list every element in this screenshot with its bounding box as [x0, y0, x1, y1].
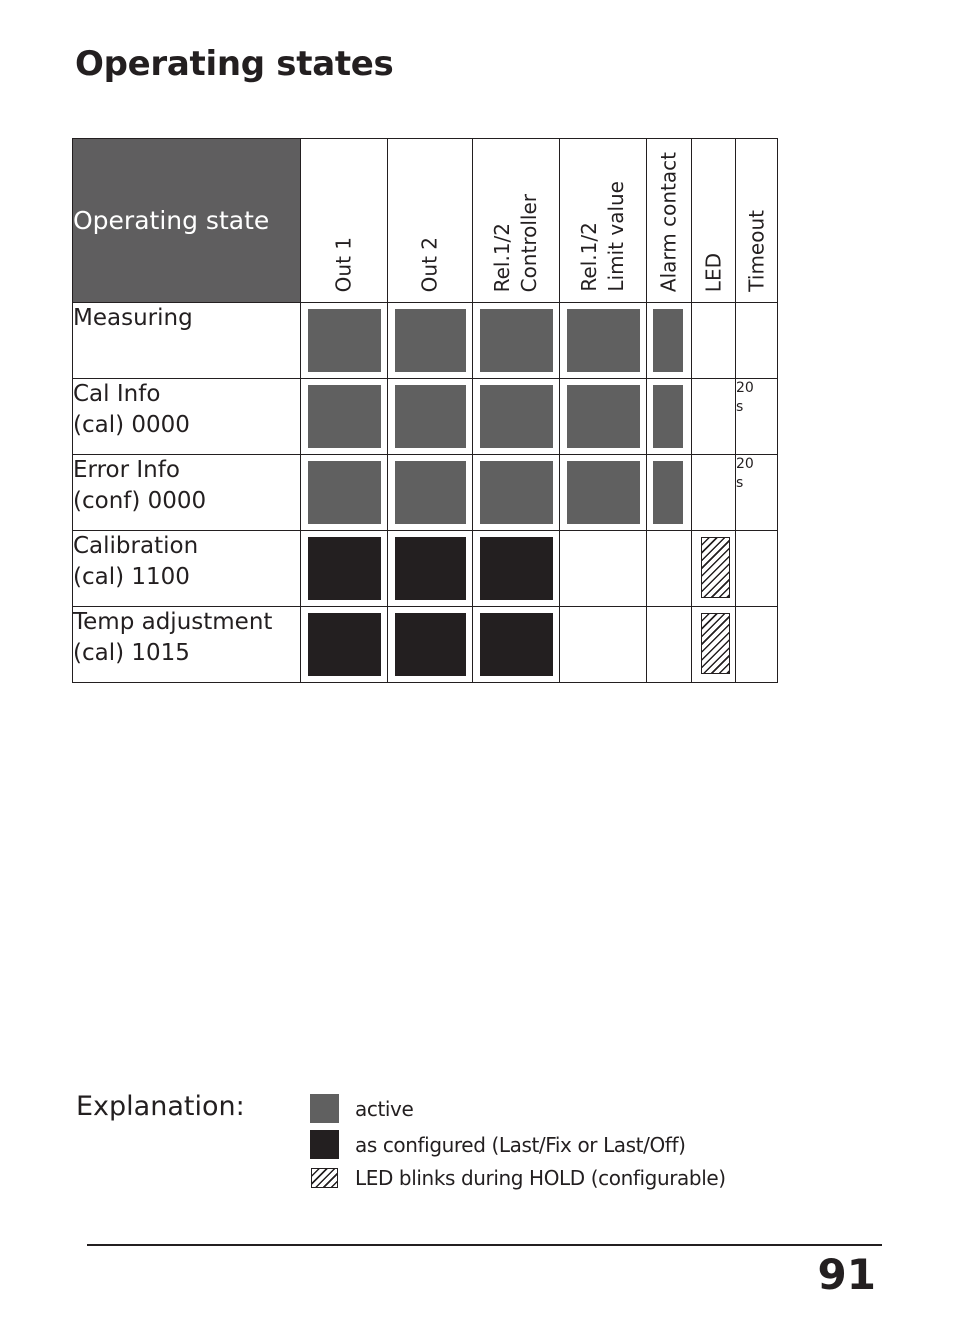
column-label: Out 2 — [417, 236, 442, 292]
rel-limit-cell — [560, 531, 647, 607]
timeout-cell — [736, 379, 778, 455]
configured-block — [480, 613, 553, 676]
led-blink-hatch — [701, 613, 730, 674]
active-swatch — [310, 1094, 339, 1123]
active-block — [653, 385, 683, 448]
configured-swatch — [310, 1130, 339, 1159]
explanation-title: Explanation: — [76, 1091, 245, 1122]
state-label — [73, 379, 301, 455]
led-cell — [692, 455, 736, 531]
state-label — [73, 531, 301, 607]
column-label: Rel.1/2 — [490, 222, 514, 292]
legend-text: as configured (Last/Fix or Last/Off) — [355, 1132, 686, 1157]
active-block — [395, 461, 466, 524]
page-number: 91 — [817, 1250, 876, 1299]
state-name: Calibration — [73, 533, 199, 559]
column-header-out-2 — [388, 139, 473, 303]
state-name: Measuring — [73, 305, 193, 331]
active-block — [308, 309, 381, 372]
table-row — [73, 607, 778, 683]
state-label — [73, 607, 301, 683]
column-header-out-1 — [301, 139, 388, 303]
column-label: LED — [701, 252, 725, 292]
timeout-value: 20 — [736, 456, 754, 472]
active-block — [308, 385, 381, 448]
led-cell — [692, 531, 736, 607]
column-label: Alarm contact — [656, 151, 681, 292]
rel-controller-cell — [473, 607, 560, 683]
rel-controller-cell — [473, 303, 560, 379]
active-block — [395, 385, 466, 448]
state-code: (conf) 0000 — [73, 488, 207, 514]
active-block — [480, 385, 553, 448]
configured-block — [308, 613, 381, 676]
column-label: Out 1 — [331, 236, 356, 292]
column-header-led — [692, 139, 736, 303]
legend-item-active — [310, 1094, 413, 1123]
led-cell — [692, 303, 736, 379]
column-header-alarm-contact — [647, 139, 692, 303]
state-code: (cal) 1100 — [73, 564, 190, 590]
page-title: Operating states — [75, 44, 394, 84]
alarm-contact-cell — [647, 531, 692, 607]
alarm-contact-cell — [647, 455, 692, 531]
legend-item-hatched — [310, 1166, 726, 1190]
led-blink-hatch — [701, 537, 730, 598]
footer-divider — [87, 1244, 882, 1246]
rel-limit-cell — [560, 607, 647, 683]
state-label — [73, 303, 301, 379]
configured-block — [395, 613, 466, 676]
configured-block — [308, 537, 381, 600]
active-block — [567, 461, 640, 524]
out-1-cell — [301, 379, 388, 455]
column-label: Rel.1/2 — [577, 222, 601, 292]
led-cell — [692, 379, 736, 455]
column-label: Timeout — [744, 210, 768, 292]
timeout-unit: s — [736, 399, 744, 415]
table-row — [73, 455, 778, 531]
column-label: Controller — [517, 193, 541, 292]
table-row — [73, 531, 778, 607]
rel-limit-cell — [560, 455, 647, 531]
rel-controller-cell — [473, 531, 560, 607]
active-block — [653, 461, 683, 524]
timeout-unit: s — [736, 475, 744, 491]
out-1-cell — [301, 455, 388, 531]
state-name: Cal Info — [73, 381, 161, 407]
hatched-swatch — [311, 1168, 338, 1188]
alarm-contact-cell — [647, 379, 692, 455]
state-label — [73, 455, 301, 531]
legend-text: LED blinks during HOLD (configurable) — [355, 1166, 726, 1190]
rel-controller-cell — [473, 379, 560, 455]
out-2-cell — [388, 379, 473, 455]
timeout-value: 20 — [736, 380, 754, 396]
out-1-cell — [301, 531, 388, 607]
rel-limit-cell — [560, 379, 647, 455]
timeout-cell — [736, 607, 778, 683]
alarm-contact-cell — [647, 303, 692, 379]
active-block — [480, 309, 553, 372]
table-header-row — [73, 139, 778, 303]
legend-text: active — [355, 1096, 414, 1121]
out-2-cell — [388, 531, 473, 607]
out-2-cell — [388, 303, 473, 379]
column-header-rel-controller — [473, 139, 560, 303]
state-code: (cal) 1015 — [73, 640, 190, 666]
table-row — [73, 379, 778, 455]
column-header-timeout — [736, 139, 778, 303]
configured-block — [395, 537, 466, 600]
out-1-cell — [301, 303, 388, 379]
state-column-header: Operating state — [73, 139, 301, 303]
state-name: Error Info — [73, 457, 180, 483]
legend-item-configured — [310, 1130, 686, 1159]
active-block — [567, 309, 640, 372]
timeout-cell — [736, 455, 778, 531]
state-code: (cal) 0000 — [73, 412, 190, 438]
alarm-contact-cell — [647, 607, 692, 683]
state-name: Temp adjustment — [73, 609, 273, 635]
active-block — [653, 309, 683, 372]
out-1-cell — [301, 607, 388, 683]
active-block — [395, 309, 466, 372]
column-header-rel-limit-value — [560, 139, 647, 303]
column-label: Limit value — [604, 181, 628, 292]
table-row — [73, 303, 778, 379]
active-block — [308, 461, 381, 524]
active-block — [480, 461, 553, 524]
timeout-cell — [736, 303, 778, 379]
led-cell — [692, 607, 736, 683]
out-2-cell — [388, 607, 473, 683]
out-2-cell — [388, 455, 473, 531]
configured-block — [480, 537, 553, 600]
rel-limit-cell — [560, 303, 647, 379]
timeout-cell — [736, 531, 778, 607]
operating-states-table — [72, 138, 778, 683]
rel-controller-cell — [473, 455, 560, 531]
active-block — [567, 385, 640, 448]
